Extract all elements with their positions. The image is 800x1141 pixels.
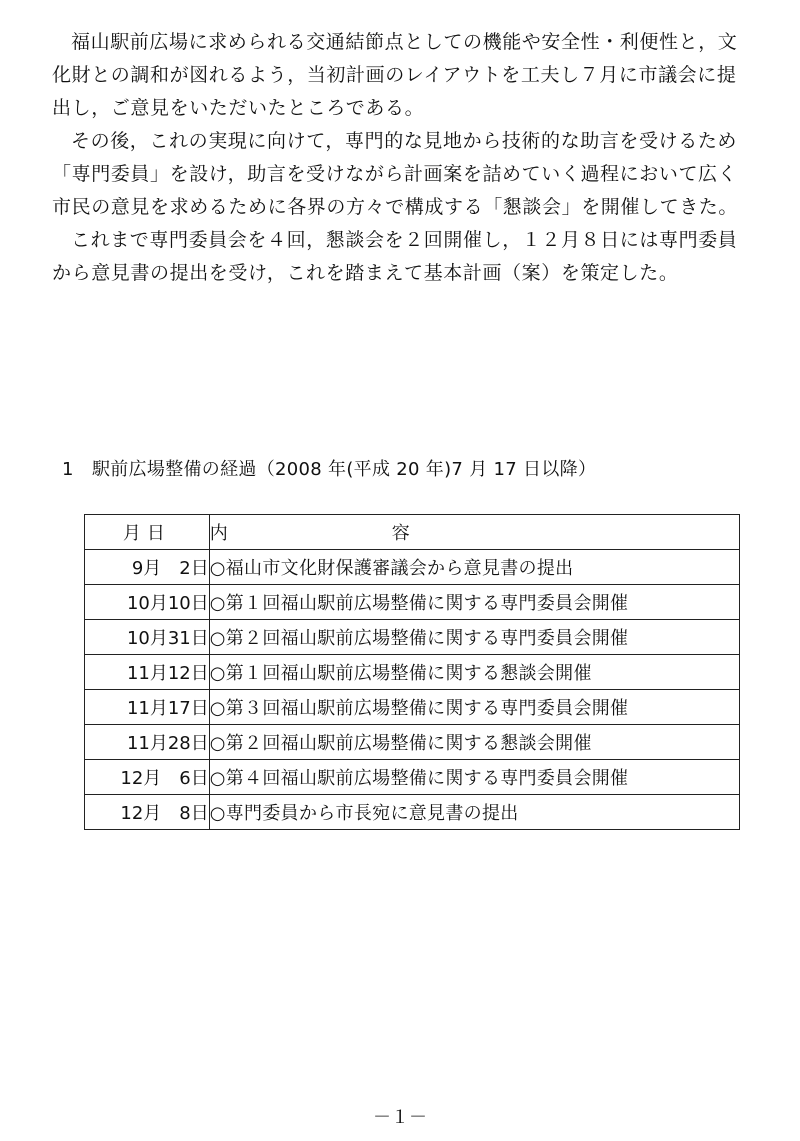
row-content: ○第３回福山駅前広場整備に関する専門委員会開催 [209, 690, 739, 725]
row-date: 11月28日 [85, 725, 210, 760]
row-date: 12月 6日 [85, 760, 210, 795]
row-content: ○第２回福山駅前広場整備に関する懇談会開催 [209, 725, 739, 760]
row-content: ○第１回福山駅前広場整備に関する懇談会開催 [209, 655, 739, 690]
table-row [85, 690, 740, 725]
table-header-row [85, 515, 740, 550]
intro-paragraph-1: 福山駅前広場に求められる交通結節点としての機能や安全性・利便性と，文化財との調和が図れるよう，当初計画のレイアウトを工夫し７月に市議会に提出し，ご意見をいただいたところである。 [52, 31, 738, 119]
row-date: 10月10日 [85, 585, 210, 620]
table-row [85, 620, 740, 655]
table-row [85, 550, 740, 585]
history-table [84, 514, 740, 830]
table-row [85, 725, 740, 760]
row-date: 12月 8日 [85, 795, 210, 830]
section-title: 駅前広場整備の経過（2008 年(平成 20 年)7 月 17 日以降） [92, 459, 597, 480]
row-date: 10月31日 [85, 620, 210, 655]
row-content: ○第４回福山駅前広場整備に関する専門委員会開催 [209, 760, 739, 795]
header-content-right: 容 [391, 523, 410, 544]
row-content: ○専門委員から市長宛に意見書の提出 [209, 795, 739, 830]
header-date: 月日 [85, 515, 210, 550]
intro-paragraph-2: その後，これの実現に向けて，専門的な見地から技術的な助言を受けるため「専門委員」を設け，助言を受けながら計画案を詰めていく過程において広く市民の意見を求めるために各界の方々で構成する「懇談会」を開催してきた。 [52, 130, 739, 218]
row-date: 9月 2日 [85, 550, 210, 585]
intro-text [52, 26, 752, 290]
table-row [85, 585, 740, 620]
header-content [209, 515, 739, 550]
row-content: ○福山市文化財保護審議会から意見書の提出 [209, 550, 739, 585]
intro-paragraph-3: これまで専門委員会を４回，懇談会を２回開催し，１２月８日には専門委員から意見書の提出を受け，これを踏まえて基本計画（案）を策定した。 [52, 229, 738, 284]
row-content: ○第２回福山駅前広場整備に関する専門委員会開催 [209, 620, 739, 655]
page-number: －１－ [373, 1107, 427, 1128]
row-content: ○第１回福山駅前広場整備に関する専門委員会開催 [209, 585, 739, 620]
section-number: 1 [62, 459, 74, 480]
table-row [85, 795, 740, 830]
table-row [85, 655, 740, 690]
header-content-left: 内 [209, 523, 228, 544]
row-date: 11月12日 [85, 655, 210, 690]
row-date: 11月17日 [85, 690, 210, 725]
section-heading [62, 458, 596, 482]
table-row [85, 760, 740, 795]
